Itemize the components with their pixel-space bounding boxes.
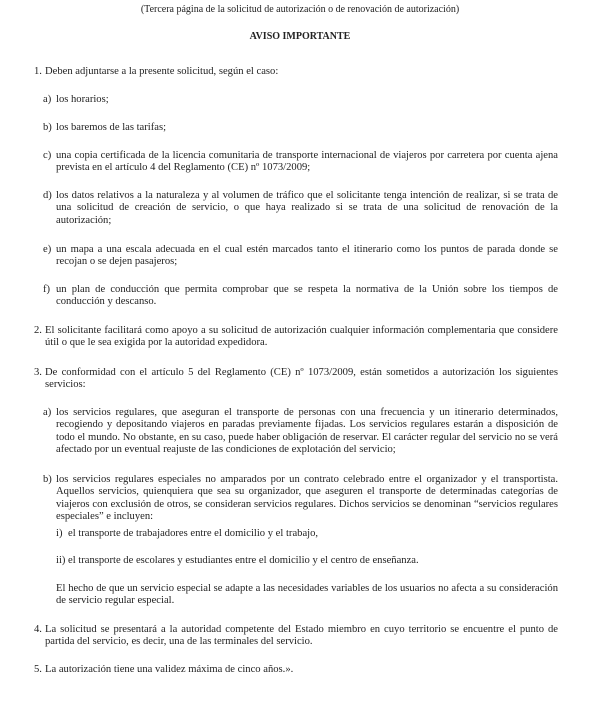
item-text: La solicitud se presentará a la autoridad competente del Estado miembro en cuyo territorio se encuentre el punto de partida del servicio, es decir, una de las terminales del servicio. bbox=[45, 624, 558, 648]
notice-subitem-1e bbox=[43, 244, 558, 269]
notice-note-3b: El hecho de que un servicio especial se adapte a las necesidades variables de los usuarios no afecta a su consideración de servicio regular especial. bbox=[56, 583, 558, 607]
notice-subitem-3b bbox=[43, 474, 558, 524]
page-title: AVISO IMPORTANTE bbox=[249, 31, 351, 42]
item-number: 4. bbox=[34, 624, 42, 635]
subitem-text: un plan de conducción que permita comprobar que se respeta la normativa de la Unión sobre los tiempos de conducción y descanso. bbox=[56, 284, 558, 308]
item-number: 5. bbox=[34, 664, 42, 675]
item-number: 1. bbox=[34, 66, 42, 77]
notice-item-2 bbox=[34, 325, 558, 350]
page-subtitle: (Tercera página de la solicitud de autorización o de renovación de autorización) bbox=[140, 4, 460, 15]
subitem-text: una copia certificada de la licencia comunitaria de transporte internacional de viajeros por carretera por cuenta ajena prevista en el artículo 4 del Reglamento (CE) nº 1073/2009; bbox=[56, 150, 558, 174]
subitem-roman: ii) bbox=[56, 555, 66, 566]
subitem-letter: c) bbox=[43, 150, 52, 161]
notice-subitem-3a bbox=[43, 407, 558, 457]
subitem-text: los servicios regulares especiales no amparados por un contrato celebrado entre el organizador y el transportista. Aquellos servicios, quienquiera que sea su organizador, que aseguren el transporte de determinadas categorías de viajeros con exclusión de otros, se consideran servicios regulares. Dichos servicios se denominan “servicios regulares especiales” e incluyen: bbox=[56, 474, 558, 523]
subitem-text: los horarios; bbox=[56, 94, 109, 105]
notice-item-3 bbox=[34, 367, 558, 392]
notice-subitem-1c bbox=[43, 150, 558, 175]
subitem-text: un mapa a una escala adecuada en el cual estén marcados tanto el itinerario como los puntos de parada donde se recojan o se dejen pasajeros; bbox=[56, 244, 558, 268]
subitem-text: los baremos de las tarifas; bbox=[56, 122, 167, 133]
notice-subitem-3b-i bbox=[56, 528, 558, 540]
subitem-letter: b) bbox=[43, 122, 52, 133]
subitem-text: los servicios regulares, que aseguran el transporte de personas con una frecuencia y un itinerario determinados, recogiendo y depositando viajeros en paradas previamente fijadas. Los servicios regulares estarán a disposición de todo el mundo. No obstante, en su caso, puede haber obligación de reservar. El carácter regular del servicio no se verá afectado por un eventual reajuste de las condiciones de explotación del servicio; bbox=[56, 407, 558, 456]
item-text: La autorización tiene una validez máxima de cinco años.». bbox=[45, 664, 294, 675]
subitem-text: el transporte de trabajadores entre el domicilio y el trabajo, bbox=[68, 528, 319, 539]
notice-item-4 bbox=[34, 624, 558, 649]
subitem-letter: e) bbox=[43, 244, 52, 255]
item-text: Deben adjuntarse a la presente solicitud, según el caso: bbox=[45, 66, 279, 77]
subitem-letter: d) bbox=[43, 190, 52, 201]
notice-item-1 bbox=[34, 66, 558, 78]
notice-subitem-1f bbox=[43, 284, 558, 309]
notice-item-5 bbox=[34, 664, 558, 676]
subitem-text: los datos relativos a la naturaleza y al volumen de tráfico que el solicitante tenga intención de realizar, si se trata de una solicitud de creación de servicio, o que haya realizado si se trata de una solicitud de renovación de la autorización; bbox=[56, 190, 558, 226]
item-text: De conformidad con el artículo 5 del Reglamento (CE) nº 1073/2009, están sometidos a autorización los siguientes servicios: bbox=[45, 367, 558, 391]
notice-subitem-1d bbox=[43, 190, 558, 227]
item-number: 3. bbox=[34, 367, 42, 378]
subitem-text: el transporte de escolares y estudiantes entre el domicilio y el centro de enseñanza. bbox=[68, 555, 419, 566]
item-number: 2. bbox=[34, 325, 42, 336]
notice-subitem-1a bbox=[43, 94, 558, 106]
subitem-letter: b) bbox=[43, 474, 52, 485]
subitem-roman: i) bbox=[56, 528, 63, 539]
notice-subitem-1b bbox=[43, 122, 558, 134]
item-text: El solicitante facilitará como apoyo a su solicitud de autorización cualquier información complementaria que considere útil o que le sea exigida por la autoridad expedidora. bbox=[45, 325, 558, 349]
subitem-letter: a) bbox=[43, 94, 52, 105]
notice-subitem-3b-ii bbox=[56, 555, 558, 567]
subitem-letter: f) bbox=[43, 284, 51, 295]
subitem-letter: a) bbox=[43, 407, 52, 418]
